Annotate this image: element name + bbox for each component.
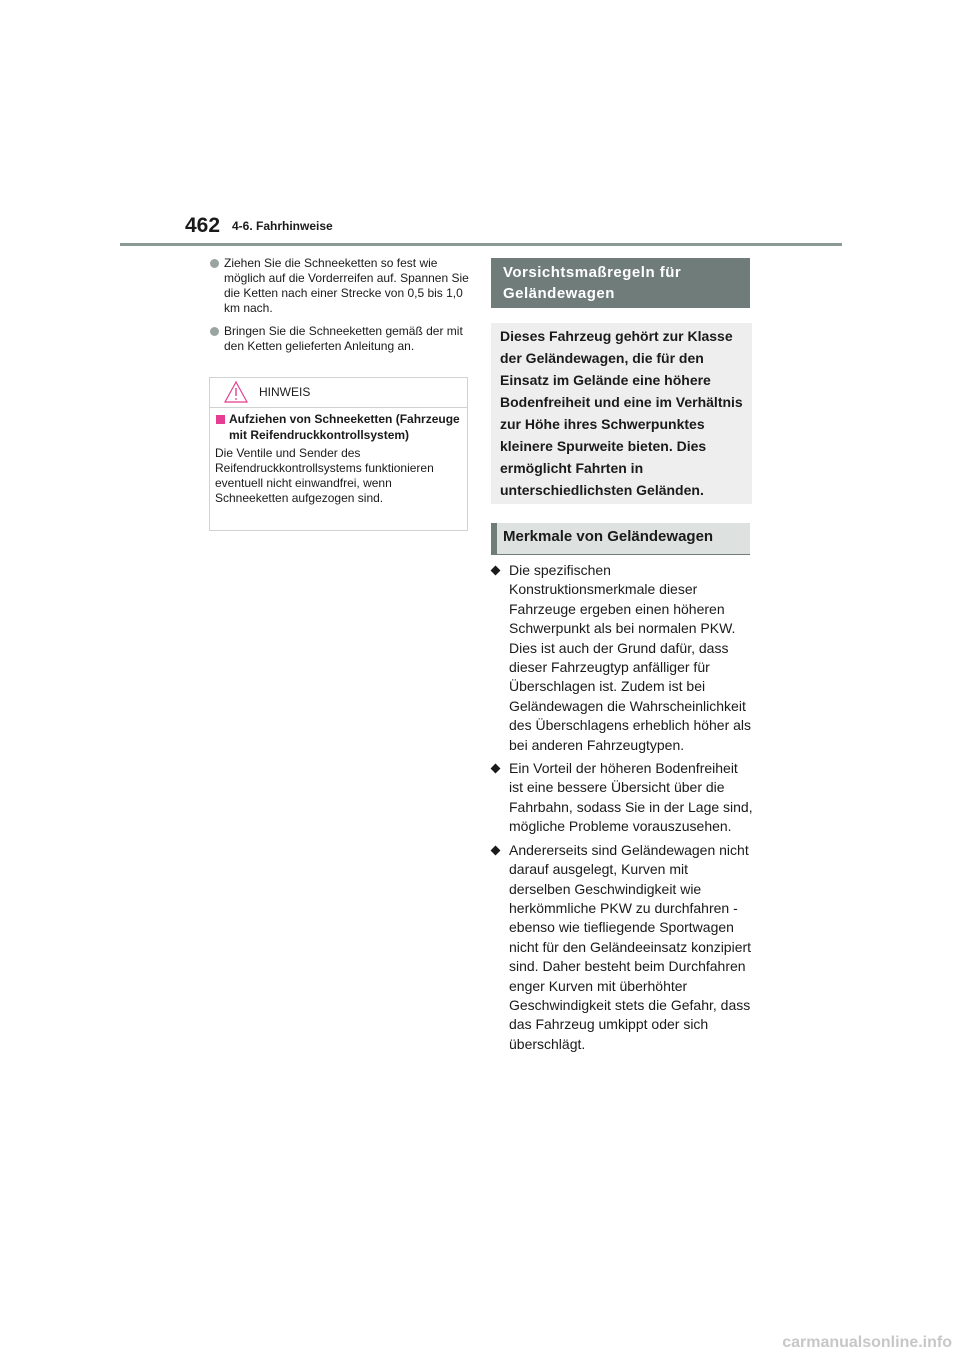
list-item: [491, 841, 753, 1054]
features-list: [491, 561, 753, 1058]
notice-box: [209, 377, 468, 531]
diamond-bullet-icon: [491, 764, 501, 774]
warning-panel: Dieses Fahrzeug gehört zur Klasse der Geländewagen, die für den Einsatz im Gelände eine höhere Bodenfreiheit und eine im Verhältnis zur Höhe ihres Schwerpunktes kleinere Spurweite bieten. Dies ermöglicht Fahrten in unterschiedlichsten Geländen.: [491, 323, 752, 504]
list-item-text: Bringen Sie die Schneeketten gemäß der mit den Ketten gelieferten Anleitung an.: [224, 324, 463, 353]
left-column: [210, 256, 472, 362]
warning-triangle-icon: [224, 381, 248, 408]
circle-bullet-icon: [210, 259, 219, 268]
notice-text: Die Ventile und Sender des Reifendruckkontrollsystems funktionieren eventuell nicht einwandfrei, wenn Schneeketten aufgezogen sind.: [215, 446, 434, 505]
list-item: [210, 256, 472, 316]
notice-subheading: [215, 411, 462, 443]
list-item-text: Die spezifischen Konstruktionsmerkmale dieser Fahrzeuge ergeben einen höheren Schwerpunkt als bei normalen PKW. Dies ist auch der Grund dafür, dass dieser Fahrzeugtyp anfälliger für Überschlagen ist. Zudem ist bei Geländewagen die Wahrscheinlichkeit des Überschlagens erheblich höher als bei anderen Fahrzeugtypen.: [509, 562, 752, 753]
list-item: [491, 561, 753, 755]
list-item-text: Ziehen Sie die Schneeketten so fest wie möglich auf die Vorderreifen auf. Spannen Sie die Ketten nach einer Strecke von 0,5 bis 1,0 km nach.: [224, 256, 469, 315]
square-bullet-icon: [216, 415, 225, 424]
warning-heading: Vorsichtsmaßregeln für Geländewagen: [491, 258, 750, 308]
list-item-text: Ein Vorteil der höheren Bodenfreiheit ist eine bessere Übersicht über die Fahrbahn, sodass Sie in der Lage sind, mögliche Probleme vorauszusehen.: [509, 760, 753, 835]
watermark: carmanualsonline.info: [782, 1334, 952, 1351]
notice-header: [210, 378, 467, 408]
list-item: [491, 759, 753, 837]
diamond-bullet-icon: [491, 566, 501, 576]
diamond-bullet-icon: [491, 845, 501, 855]
circle-bullet-icon: [210, 327, 219, 336]
page-number: 462: [185, 214, 221, 237]
list-item-text: Andererseits sind Geländewagen nicht darauf ausgelegt, Kurven mit derselben Geschwindigkeit wie herkömmliche PKW zu durchfahren - ebenso wie tiefliegende Sportwagen nicht für den Geländeeinsatz konzipiert sind. Daher besteht beim Durchfahren enger Kurven mit überhöhter Geschwindigkeit stets die Gefahr, dass das Fahrzeug umkippt oder sich überschlägt.: [509, 841, 752, 1052]
notice-subheading-text: Aufziehen von Schneeketten (Fahrzeuge mit Reifendruckkontrollsystem): [229, 412, 460, 442]
header-rule: [120, 243, 842, 246]
section-title: 4-6. Fahrhinweise: [232, 219, 333, 233]
notice-label: HINWEIS: [259, 385, 311, 399]
features-heading: Merkmale von Geländewagen: [491, 523, 750, 555]
list-item: [210, 324, 472, 354]
